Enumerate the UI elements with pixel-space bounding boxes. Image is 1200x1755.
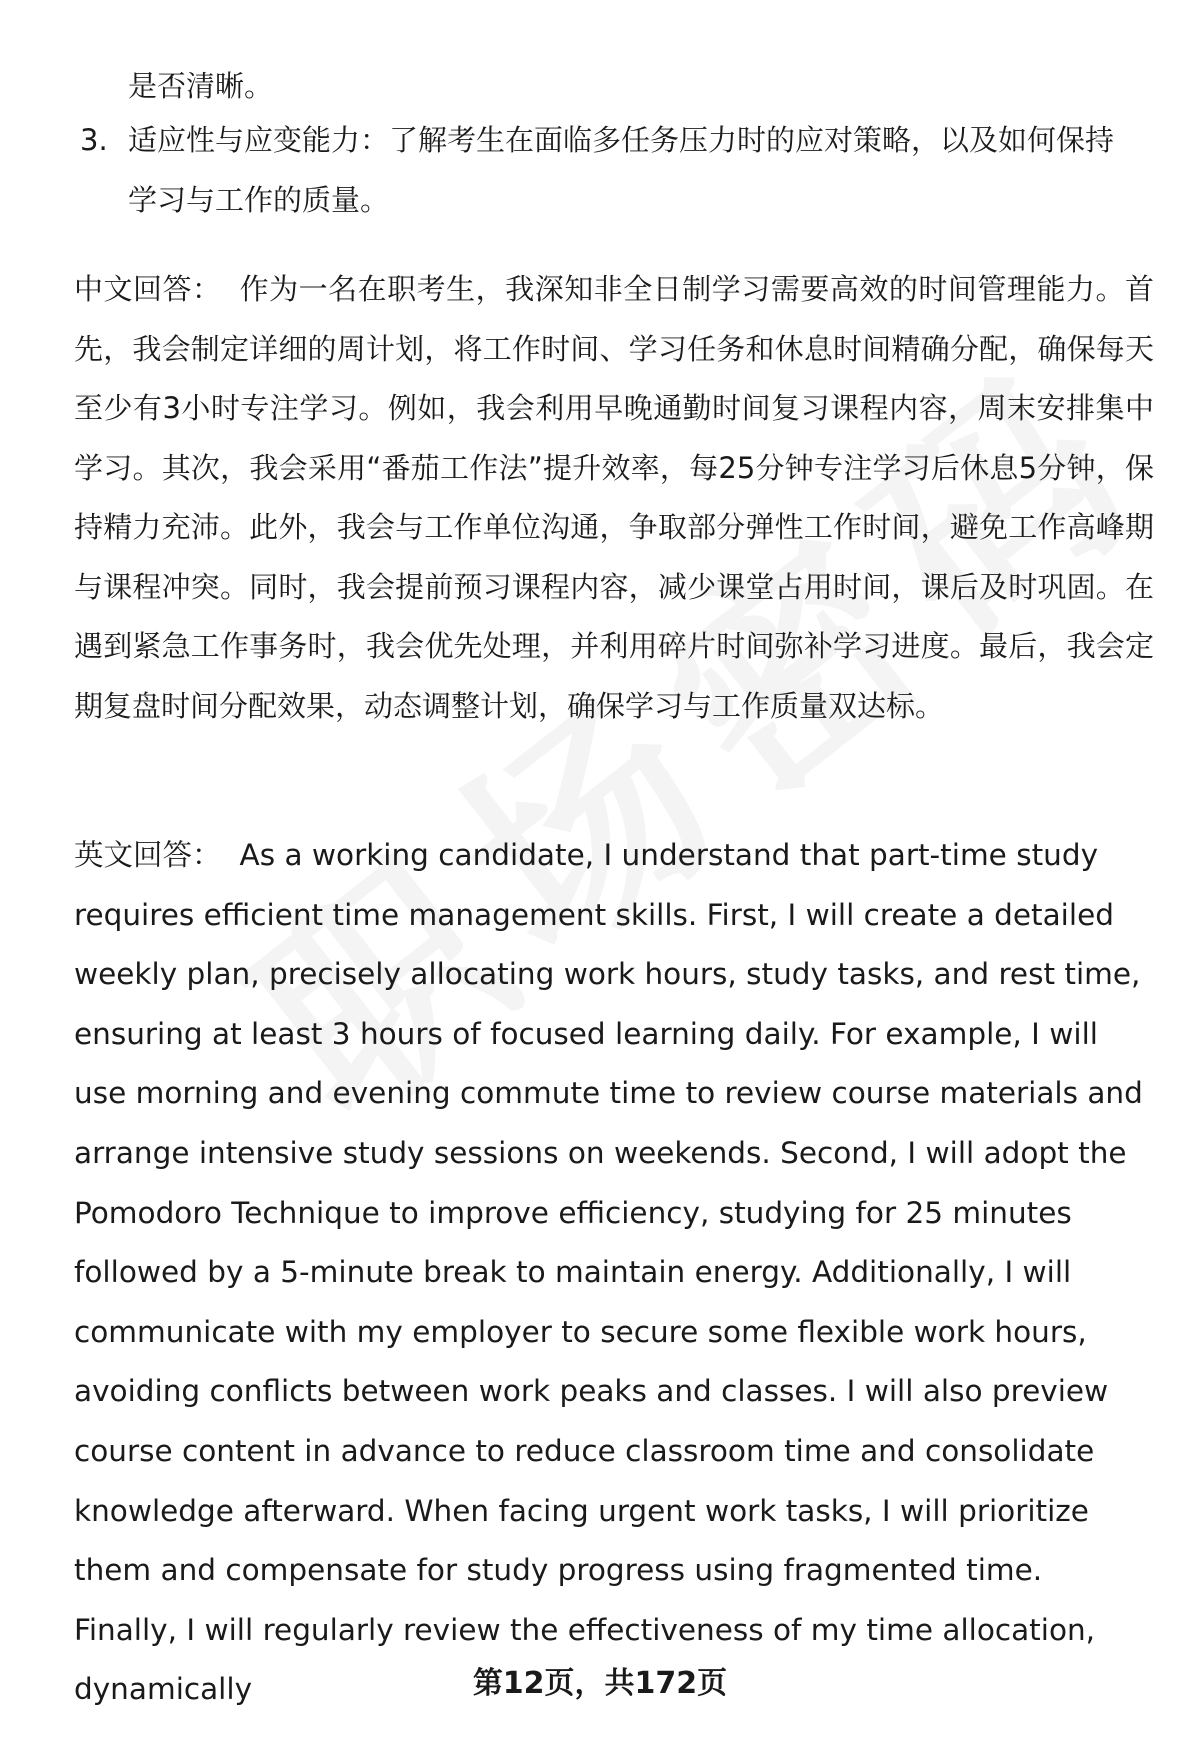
chinese-answer-label: 中文回答： xyxy=(74,272,222,306)
list-item-text: 适应性与应变能力：了解考生在面临多任务压力时的应对策略，以及如何保持学习与工作的质量。 xyxy=(128,123,1115,217)
english-answer-paragraph xyxy=(74,826,1154,1720)
page-number-footer: 第12页，共172页 xyxy=(472,1666,728,1701)
list-item-3 xyxy=(80,110,1140,230)
list-item-number: 3. xyxy=(80,123,108,157)
english-answer-text: As a working candidate, I understand that part-time study requires efficient time management skills. First, I will create a detailed weekly plan, precisely allocating work hours, study tasks, and rest time, ensuring at least 3 hours of focused learning daily. For example, I will use morning and evening commute time to review course materials and arrange intensive study sessions on weekends. Second, I will adopt the Pomodoro Technique to improve efficiency, studying for 25 minutes followed by a 5-minute break to maintain energy. Additionally, I will communicate with my employer to secure some flexible work hours, avoiding conflicts between work peaks and classes. I will also preview course content in advance to reduce classroom time and consolidate knowledge afterward. When facing urgent work tasks, I will prioritize them and compensate for study progress using fragmented time. Finally, I will regularly review the effectiveness of my time allocation, dynamically xyxy=(74,838,1143,1707)
chinese-answer-paragraph xyxy=(74,260,1154,736)
list-continuation-text: 是否清晰。 xyxy=(128,69,274,103)
english-answer-label: 英文回答： xyxy=(74,838,222,872)
chinese-answer-text: 作为一名在职考生，我深知非全日制学习需要高效的时间管理能力。首先，我会制定详细的周计划，将工作时间、学习任务和休息时间精确分配，确保每天至少有3小时专注学习。例如，我会利用早晚通勤时间复习课程内容，周末安排集中学习。其次，我会采用“番茄工作法”提升效率，每25分钟专注学习后休息5分钟，保持精力充沛。此外，我会与工作单位沟通，争取部分弹性工作时间，避免工作高峰期与课程冲突。同时，我会提前预习课程内容，减少课堂占用时间，课后及时巩固。在遇到紧急工作事务时，我会优先处理，并利用碎片时间弥补学习进度。最后，我会定期复盘时间分配效果，动态调整计划，确保学习与工作质量双达标。 xyxy=(74,272,1154,723)
